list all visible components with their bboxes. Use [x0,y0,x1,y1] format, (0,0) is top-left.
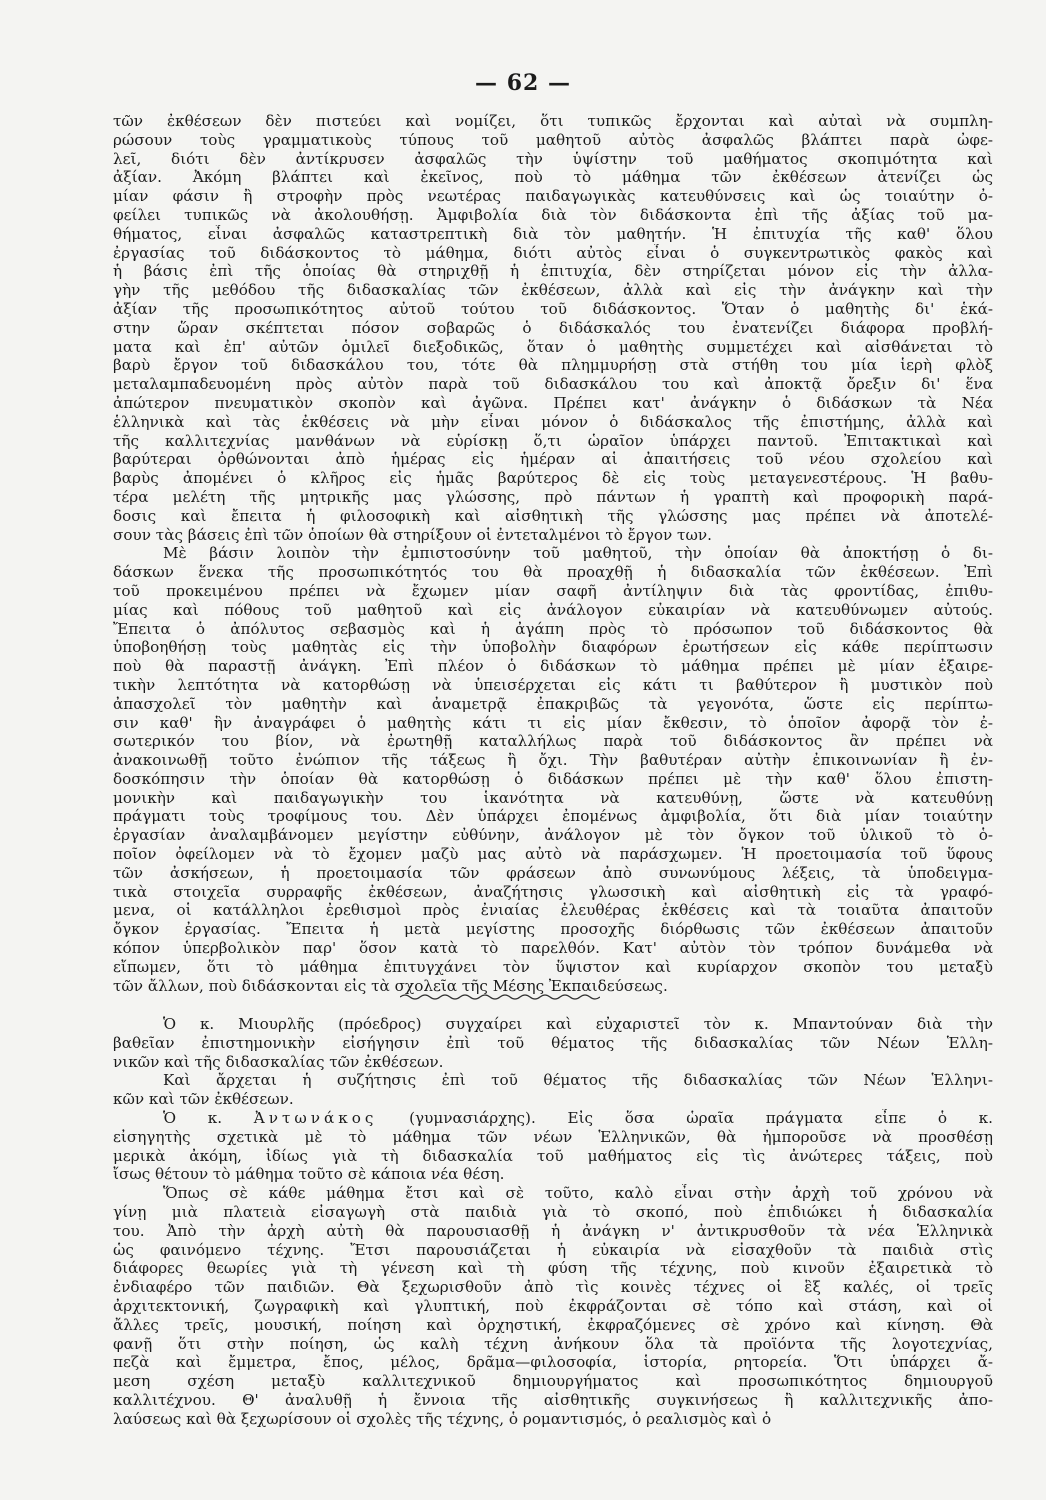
text-line: ἀρχιτεκτονική, ζωγραφικὴ καὶ γλυπτική, ποὺ ἐκφράζονται σὲ τόπο καὶ στάση, καὶ οἱ [113,1296,993,1315]
text-line: μίαν φάσιν ἢ στροφὴν πρὸς νεωτέρας παιδαγωγικὰς κατευθύνσεις καὶ ὡς τοιαύτην ὀ- [113,187,993,206]
text-line: μερικὰ ἀκόμη, ἰδίως γιὰ τὴ διδασκαλία τοῦ μαθήματος εἰς τὶς ἀνώτερες τάξεις, ποὺ [113,1146,993,1165]
text-line: βαρὺς ἀπομένει ὁ κλῆρος εἰς ἡμᾶς βαρύτερος δὲ εἰς τοὺς μεταγενεστέρους. Ἡ βαθυ- [113,469,993,488]
speaker-text: (γυμνασιάρχης). Εἰς ὅσα ὡραῖα πράγματα εἶπε ὁ κ. [377,1108,993,1127]
text-line: ἴσως θέτουν τὸ μάθημα τοῦτο σὲ κάποια νέα θέση. [113,1165,505,1184]
text-line: Καὶ ἄρχεται ἡ συζήτησις ἐπὶ τοῦ θέματος τῆς διδασκαλίας τῶν Νέων Ἑλληνι- [163,1071,993,1090]
text-line: ἑλληνικὰ καὶ τὰς ἐκθέσεις νὰ μὴν εἶναι μόνον ὁ διδάσκαλος τῆς ἐπιστήμης, ἀλλὰ καὶ [113,412,993,431]
text-line: Μὲ βάσιν λοιπὸν τὴν ἐμπιστοσύνην τοῦ μαθητοῦ, τὴν ὁποίαν θὰ ἀποκτήσῃ ὁ δι- [163,544,993,563]
text-line: ὄγκον ἐργασίας. Ἔπειτα ἡ μετὰ μεγίστης προσοχῆς διόρθωσις τῶν ἐκθέσεων ἀπαιτοῦν [113,920,993,939]
text-line: μενα, οἱ κατάλληλοι ἐρεθισμοὶ πρὸς ἐνιαίας ἐλευθέρας ἐκθέσεις καὶ τὰ τοιαῦτα ἀπαιτοῦν [113,901,993,920]
text-line: ποῖον ὀφείλομεν νὰ τὸ ἔχομεν μαζὺ μας αὐτὸ νὰ παράσχωμεν. Ἡ προετοιμασία τοῦ ὕφους [113,845,993,864]
text-line: ὡς φαινόμενο τέχνης. Ἔτσι παρουσιάζεται ἡ εὐκαιρία νὰ εἰσαχθοῦν τὰ παιδιὰ στὶς [113,1240,993,1259]
text-line: ὑποβοηθήσῃ τοὺς μαθητὰς εἰς τὴν ὑποβολὴν διαφόρων ἐρωτήσεων εἰς κάθε περίπτωσιν [113,638,993,657]
text-line: γίνῃ μιὰ πλατειὰ εἰσαγωγὴ στὰ παιδιὰ γιὰ τὸ σκοπό, ποὺ ἐπιδιώκει ἡ διδασκαλία [113,1202,993,1221]
body-text-top [113,112,993,995]
text-line: διάφορες θεωρίες γιὰ τὴ γένεση καὶ τὴ φύση τῆς τέχνης, ποὺ κινοῦν ἐξαιρετικὰ τὸ [113,1259,993,1278]
body-text-bottom [113,1015,993,1429]
text-line: γὴν τῆς μεθόδου τῆς διδασκαλίας τῶν ἐκθέσεων, ἀλλὰ καὶ εἰς τὴν ἀνάγκην καὶ τὴν [113,281,993,300]
text-line: ἐνδιαφέρο τῶν παιδιῶν. Θὰ ξεχωρισθοῦν ἀπὸ τὶς κοινὲς τέχνες οἱ ἓξ καλές, οἱ τρεῖς [113,1278,993,1297]
text-line: λαύσεως καὶ θὰ ξεχωρίσουν οἱ σχολὲς τῆς τέχνης, ὁ ρομαντισμός, ὁ ρεαλισμὸς καὶ ὁ [113,1409,772,1428]
text-line: δοσις καὶ ἔπειτα ἡ φιλοσοφικὴ καὶ αἰσθητικὴ τῆς γλώσσης μας πρέπει νὰ ἀποτελέ- [113,506,993,525]
speaker-name: Ἀντωνάκος [253,1108,378,1127]
text-line: φείλει τυπικῶς νὰ ἀκολουθήσῃ. Ἀμφιβολία διὰ τὸν διδάσκοντα ἐπὶ τῆς ἀξίας τοῦ μα- [113,205,993,224]
text-line: ἀνακοινωθῇ τοῦτο ἐνώπιον τῆς τάξεως ἢ ὄχι. Τὴν βαθυτέραν αὐτὴν ἐπικοινωνίαν ἢ ἐν- [113,751,993,770]
text-line: μονικὴν καὶ παιδαγωγικὴν του ἱκανότητα νὰ κατευθύνῃ, ὥστε νὰ κατευθύνῃ [113,788,993,807]
text-line: στην ὥραν σκέπτεται πόσον σοβαρῶς ὁ διδάσκαλός του ἐνατενίζει διάφορα προβλή- [113,318,993,337]
text-line: ἀπώτερον πνευματικὸν σκοπὸν καὶ ἀγῶνα. Πρέπει κατ' ἀνάγκην ὁ διδάσκων τὰ Νέα [113,393,993,412]
page-number: — 62 — [475,70,571,96]
text-line: μεταλαμπαδευομένη πρὸς αὐτὸν παρὰ τοῦ διδασκάλου του καὶ ἀποκτᾷ ὄρεξιν δι' ἕνα [113,375,993,394]
text-line: τῶν ἐκθέσεων δὲν πιστεύει καὶ νομίζει, ὅτι τυπικῶς ἔρχονται καὶ αὐταὶ νὰ συμπλη- [113,112,993,130]
text-line: κῶν καὶ τῶν ἐκθέσεων. [113,1090,294,1109]
text-line: μεση σχέση μεταξὺ καλλιτεχνικοῦ δημιουργήματος καὶ προσωπικότητος δημιουργοῦ [113,1372,993,1391]
text-line: τέρα μελέτη τῆς μητρικῆς μας γλώσσης, πρὸ πάντων ἡ γραπτὴ καὶ προφορικὴ παρά- [113,487,993,506]
text-line: δάσκων ἕνεκα τῆς προσωπικότητός του θὰ προαχθῇ ἡ διδασκαλία τῶν ἐκθέσεων. Ἐπὶ [113,563,993,582]
text-line: τοῦ προκειμένου πρέπει νὰ ἔχωμεν μίαν σαφῆ ἀντίληψιν διὰ τὰς φροντίδας, ἐπιθυ- [113,581,993,600]
text-line: ἀξίαν τῆς προσωπικότητος αὐτοῦ τούτου τοῦ διδάσκοντος. Ὅταν ὁ μαθητὴς δι' ἑκά- [113,299,993,318]
text-line: βαθεῖαν ἐπιστημονικὴν εἰσήγησιν ἐπὶ τοῦ θέματος τῆς διδασκαλίας τῶν Νέων Ἑλλη- [113,1033,993,1052]
text-line: τικὴν λεπτότητα νὰ κατορθώσῃ νὰ ὑπεισέρχεται εἰς κάτι τι βαθύτερον ἢ μυστικὸν ποὺ [113,675,993,694]
text-line: καλλιτέχνου. Θ' ἀναλυθῇ ἡ ἔννοια τῆς αἰσθητικῆς συγκινήσεως ἢ καλλιτεχνικῆς ἀπο- [113,1390,993,1409]
text-line: ἐργασίας τοῦ διδάσκοντος τὸ μάθημα, διότι αὐτὸς εἶναι ὁ συγκεντρωτικὸς φακὸς καὶ [113,243,993,262]
text-line: ἄλλες τρεῖς, μουσική, ποίηση καὶ ὀρχηστική, ἐκφραζόμενες σὲ χρόνο καὶ κίνηση. Θὰ [113,1315,993,1334]
text-line: νικῶν καὶ τῆς διδασκαλίας τῶν ἐκθέσεων. [113,1052,444,1071]
text-line: φανῇ ὅτι στὴν ποίηση, ὡς καλὴ τέχνη ἀνήκουν ὅλα τὰ προϊόντα τῆς λογοτεχνίας, [113,1334,993,1353]
text-line: ἀπασχολεῖ τὸν μαθητὴν καὶ ἀναμετρᾷ ἐπακριβῶς τὰ γεγονότα, ὥστε εἰς περίπτω- [113,694,993,713]
text-line: Ἔπειτα ὁ ἀπόλυτος σεβασμὸς καὶ ἡ ἀγάπη πρὸς τὸ πρόσωπον τοῦ διδάσκοντος θὰ [113,619,993,638]
text-line: Ὁ κ. Μιουρλῆς (πρόεδρος) συγχαίρει καὶ εὐχαριστεῖ τὸν κ. Μπαντούναν διὰ τὴν [163,1015,993,1033]
text-line: τῶν ἀσκήσεων, ἡ προετοιμασία τῶν φράσεων ἀπὸ συνωνύμους λέξεις, τὰ ὑποδειγμα- [113,863,993,882]
text-line: βαρὺ ἔργον τοῦ διδασκάλου του, τότε θὰ πλημμυρήσῃ στὰ στήθη του μία ἱερὴ φλὸξ [113,356,993,375]
text-line: τῶν ἄλλων, ποὺ διδάσκονται εἰς τὰ σχολεῖα τῆς Μέσης Ἐκπαιδεύσεως. [113,976,668,995]
text-line: του. Ἀπὸ τὴν ἀρχὴ αὐτὴ θὰ παρουσιασθῇ ἡ ἀνάγκη ν' ἀντικρυσθοῦν τὰ νέα Ἑλληνικὰ [113,1221,993,1240]
text-line: ματα καὶ ἐπ' αὐτῶν ὁμιλεῖ διεξοδικῶς, ὅταν ὁ μαθητὴς συμμετέχει καὶ αἰσθάνεται τὸ [113,337,993,356]
text-line: σιν καθ' ἣν ἀναγράφει ὁ μαθητὴς κάτι τι εἰς μίαν ἔκθεσιν, τὸ ὁποῖον ἀφορᾷ τὸν ἐ- [113,713,993,732]
text-line: ἐργασίαν ἀναλαμβάνομεν μεγίστην εὐθύνην, ἀνάλογον μὲ τὸν ὄγκον τοῦ ὑλικοῦ τὸ ὁ- [113,826,993,845]
text-line: βαρύτεραι ὀρθώνονται ἀπὸ ἡμέρας εἰς ἡμέραν αἱ ἀπαιτήσεις τοῦ νέου σχολείου καὶ [113,450,993,469]
text-line: θήματος, εἶναι ἀσφαλῶς καταστρεπτικὴ διὰ τὸν μαθητήν. Ἡ ἐπιτυχία τῆς καθ' ὅλου [113,224,993,243]
text-line: κόπον ὑπερβολικὸν παρ' ὅσον κατὰ τὸ παρελθόν. Κατ' αὐτὸν τὸν τρόπον δυνάμεθα νὰ [113,939,993,958]
text-line [113,1109,993,1128]
text-line: ἀξίαν. Ἀκόμη βλάπτει καὶ ἐκεῖνος, ποὺ τὸ μάθημα τῶν ἐκθέσεων ἀτενίζει ὡς [113,168,993,187]
text-line: ρώσουν τοὺς γραμματικοὺς τύπους τοῦ μαθητοῦ αὐτὸς ἀσφαλῶς βλάπτει παρὰ ὠφε- [113,130,993,149]
text-line: μίας καὶ πόθους τοῦ μαθητοῦ καὶ εἰς ἀνάλογον εὐκαιρίαν νὰ κατευθύνωμεν αὐτούς. [113,600,993,619]
text-line: σωτερικόν του βίον, νὰ ἐρωτηθῇ καταλλήλως παρὰ τοῦ διδάσκοντος ἂν πρέπει νὰ [113,732,993,751]
text-line: πράγματι τοὺς τροφίμους του. Δὲν ὑπάρχει ἐπομένως ἀμφιβολία, ὅτι διὰ μίαν τοιαύτην [113,807,993,826]
text-line: σουν τὰς βάσεις ἐπὶ τῶν ὁποίων θὰ στηρίξουν οἱ ἐντεταλμένοι τὸ ἔργον των. [113,525,712,544]
text-line: εἰσηγητὴς σχετικὰ μὲ τὸ μάθημα τῶν νέων Ἑλληνικῶν, θὰ ἠμποροῦσε νὰ προσθέσῃ [113,1127,993,1146]
text-line: πεζὰ καὶ ἔμμετρα, ἔπος, μέλος, δρᾶμα—φιλοσοφία, ἱστορία, ρητορεία. Ὅτι ὑπάρχει ἄ- [113,1353,993,1372]
text-line: δοσκόπησιν τὴν ὁποίαν θὰ κατορθώσῃ ὁ διδάσκων πρέπει μὲ τὴν καθ' ὅλου ἐπιστη- [113,769,993,788]
text-line: ἡ βάσις ἐπὶ τῆς ὁποίας θὰ στηριχθῇ ἡ ἐπιτυχία, δὲν στηρίζεται μόνον εἰς τὴν ἀλλα- [113,262,993,281]
wavy-separator [400,992,600,1002]
text-line: ποὺ θὰ παραστῇ ἀνάγκη. Ἐπὶ πλέον ὁ διδάσκων τὸ μάθημα πρέπει μὲ μίαν ἐξαιρε- [113,657,993,676]
text-line: Ὅπως σὲ κάθε μάθημα ἔτσι καὶ σὲ τοῦτο, καλὸ εἶναι στὴν ἀρχὴ τοῦ χρόνου νὰ [163,1184,993,1203]
text-line: εἴπωμεν, ὅτι τὸ μάθημα ἐπιτυγχάνει τὸν ὕψιστον καὶ κυρίαρχον σκοπὸν του μεταξὺ [113,957,993,976]
speaker-prefix: Ὁ κ. [163,1108,254,1127]
text-line: τῆς καλλιτεχνίας μανθάνων νὰ εὑρίσκῃ ὅ,τι ὡραῖον ὑπάρχει παντοῦ. Ἐπιτακτικαὶ καὶ [113,431,993,450]
text-line: τικὰ στοιχεῖα συρραφῆς ἐκθέσεων, ἀναζήτησις γλωσσικὴ καὶ αἰσθητικὴ εἰς τὰ γραφό- [113,882,993,901]
text-line: λεῖ, διότι δὲν ἀντίκρυσεν ἀσφαλῶς τὴν ὑψίστην τοῦ μαθήματος σκοπιμότητα καὶ [113,149,993,168]
